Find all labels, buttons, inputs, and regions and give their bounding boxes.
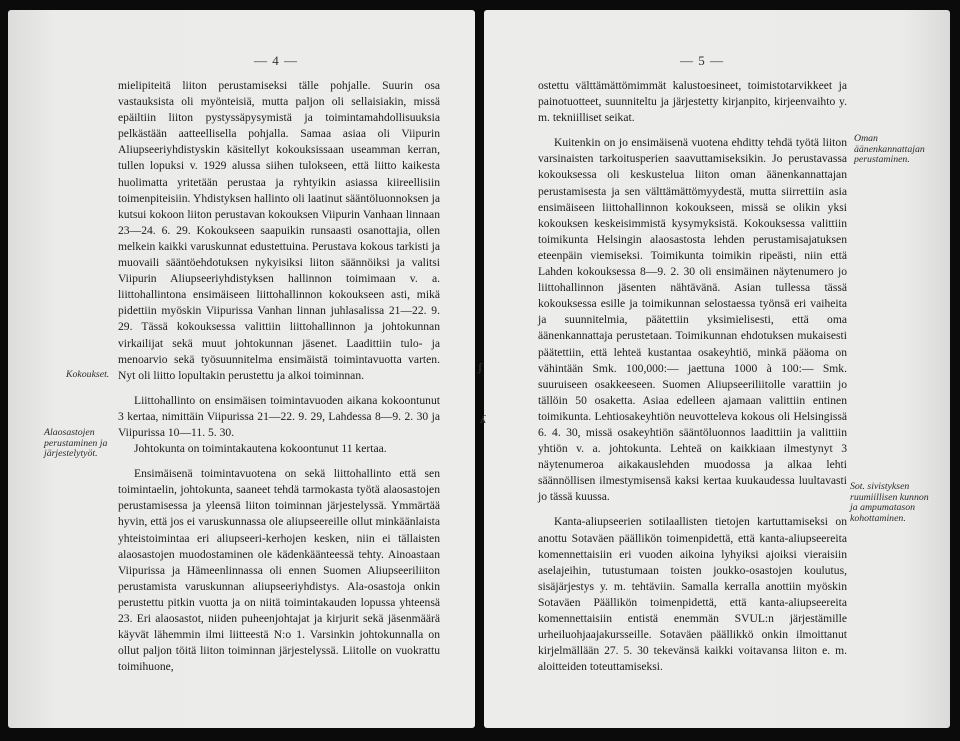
right-page (478, 10, 950, 728)
paragraph: Ensimäisenä toimintavuotena on sekä liittohallinto että sen toimintaelin, johtokunta, saaneet tehdä tarmokasta työtä alaosastojen perustamisessa ja yleensä liiton toiminnan järjestelyssä. Ymmärtää hyvin, että jos ei varuskunnassa ole aliupseereille ollut minkäänlaista yhteistoimintaa eri aliupseeri-kerhojen kesken, niin ei tällaisten alaosastojen muodostaminen ole kädenkäänteessä tehty. Ainoastaan Viipurissa ja Hämeenlinnassa oli ennen Suomen Aliupseeriliiton perustamista varuskunnan aliupseeriyhdistys. Ala-osastoja onkin perustettu pitkin vuotta ja on niitä toimintakauden lopussa yhteensä 23. Eri alaosastot, niiden puheenjohtajat ja kirjurit sekä jäsenmäärä käyvät lähemmin ilmi liitteestä N:o 1. Varsinkin johtokunnalla on ollut paljon töitä liiton toiminnan järjestelyssä. Liitolle on vuokrattu toimihuone, (118, 467, 440, 674)
scan-mark: ʃ (478, 360, 482, 374)
margin-note: Kokoukset. (66, 369, 110, 380)
margin-note: Sot. sivistyksen ruumiillisen kunnon ja ampumatason kohottaminen. (850, 481, 929, 524)
text-column (118, 78, 440, 675)
paragraph: Johtokunta on toimintakautena kokoontunut 11 kertaa. (134, 442, 387, 456)
page-number: — 4 — (254, 53, 298, 68)
page-number: — 5 — (680, 53, 724, 68)
paragraph: mielipiteitä liiton perustamiseksi tälle pohjalle. Suurin osa vastauksista oli myönteisiä, mutta paljon oli sellaisiakin, missä epäiltiin liiton pystyssäpysymistä ja toimintamahdollisuuksia pelkästään aatteellisella pohjalla. Samaa asiaa oli Viipurin Aliupseeriyhdistyskin käsitellyt kokouksissaan useamman kerran, tullen lopuksi v. 1929 alussa siihen tulokseen, että liitto kaikesta huolimatta yritetään perustaa ja ryhtyikin asiassa kiireellisiin toimenpiteisiin. Yhdistyksen hallinto oli laatinut sääntöluonnoksen ja kutsui kokoon liiton perustavan kokouksen Viipurin Vanhaan linnaan 23—24. 6. 29. Kokoukseen saapuikin runsaasti osanottajia, ollen melkein kaikki varuskunnat edustettuina. Perustava kokous tarkisti ja muovaili sääntöehdotuksen nykyisiksi liiton säännöiksi ja valitsi Viipurin Aliupseeriyhdistyksen hallinnon toimimaan v. a. liittohallintona ensimäiseen liittohallinnon kokoukseen asti, mikä pidettiin myöskin Viipurissa Vanhan linnan juhlasalissa 21—22. 9. 29. Tässä kokouksessa valittiin liittohallinnon ja johtokunnan virkailijat sekä muut johtokunnan jäsenet. Laadittiin tulo- ja menoarvio sekä työsuunnitelma ensimäistä toimintavuotta varten. Nyt oli liitto lopultakin perustettu ja alkoi toiminnan. (118, 79, 440, 382)
margin-note: Oman äänenkannattajan perustaminen. (854, 133, 925, 165)
scan-mark: ʎ (480, 412, 486, 426)
paragraph: Kanta-aliupseerien sotilaallisten tietojen kartuttamiseksi on anottu Sotaväen päällikön toimenpidettä, että kanta-aliupseereita komennettaisiin eri vuoden aikoina lyhyiksi ajoiksi vieraisiin aselajeihin, tutustumaan toisten joukko-osastojen koulutus, sisäjärjestys y. m. tehtäviin. Samalla kerralla anottiin myöskin Sotaväen Päällikön toimenpidettä, että kanta-aliupseereita komennettaisiin entistä enemmän SVUL:n järjestämille urheiluohjaajakursseille. Sotaväen päällikkö onkin ilmoittanut kirjelmällään 27. 5. 30 tekevänsä kaikki voitavansa liiton e. m. aloitteiden toteuttamiseksi. (538, 515, 847, 674)
left-page (8, 10, 475, 728)
margin-note: Alaosastojen perustaminen ja järjestelytyöt. (44, 427, 108, 459)
paragraph: ostettu välttämättömimmät kalustoesineet, toimistotarvikkeet ja painotuotteet, suunniteltu ja järjestetty kirjanpito, kirjeenvaihto y. m. tekniilliset seikat. (538, 79, 847, 125)
paragraph: Liittohallinto on ensimäisen toimintavuoden aikana kokoontunut 3 kertaa, nimittäin Viipurissa 21—22. 9. 29, Lahdessa 8—9. 2. 30 ja Viipurissa 10—11. 5. 30. (118, 393, 440, 439)
paragraph: Kuitenkin on jo ensimäisenä vuotena ehditty tehdä työtä liiton varsinaisten tarkoitusperien saavuttamiseksikin. Jo perustavassa kokouksessa oli keskustelua liiton oman äänenkannattajan perustamisesta ja sen välttämättömyydestä, mutta siirrettiin asia ensimäiseen liittohallinnon kokoukseen, missä se olikin yksi kokouksen keskeisimmistä kysymyksistä. Kokouksessa valittiin toimikunta Helsingin alaosastosta lehden perustamisajatuksen eteenpäin viemiseksi. Toimikunta toimikin ripeästi, niin että Lahden kokouksessa 8—9. 2. 30 oli ensimäinen näytenumero jo liittohallinnon jäsenten nähtävänä. Asian tullessa tässä kokouksessa esille ja toimikunnan selostaessa työnsä eri vaiheita ja suunnitelmia, päätettiin yksimielisesti, että oma äänenkannattaja perustetaan. Toimikunnan ehdotuksen mukaisesti päätettiin, että lehteä kustantaa osakeyhtiö, minkä pääoma on vähintään Smk. 100,000:— jaettuna 1000 à 100:— Smk. suuruiseen osakkeeseen. Suomen Aliupseeriliitolle varattiin jo tällöin 50 osaketta. Asiaa edelleen ajamaan valittiin entinen toimikunta. Lehtiosakeyhtiön neuvotteleva kokous oli Helsingissä 6. 4. 30, missä osakeyhtiön sääntöluonnos laadittiin ja valittiin yhtiön v. a. johtokunta. Lehteä on kaikkiaan ilmestynyt 3 näytenumeroa aikakauslehden muodossa ja alkaa lehti säännöllisen ilmestymisensä kaksi kertaa kuukaudessa luultavasti jo tässä kuussa. (538, 136, 847, 504)
text-column (538, 78, 847, 675)
